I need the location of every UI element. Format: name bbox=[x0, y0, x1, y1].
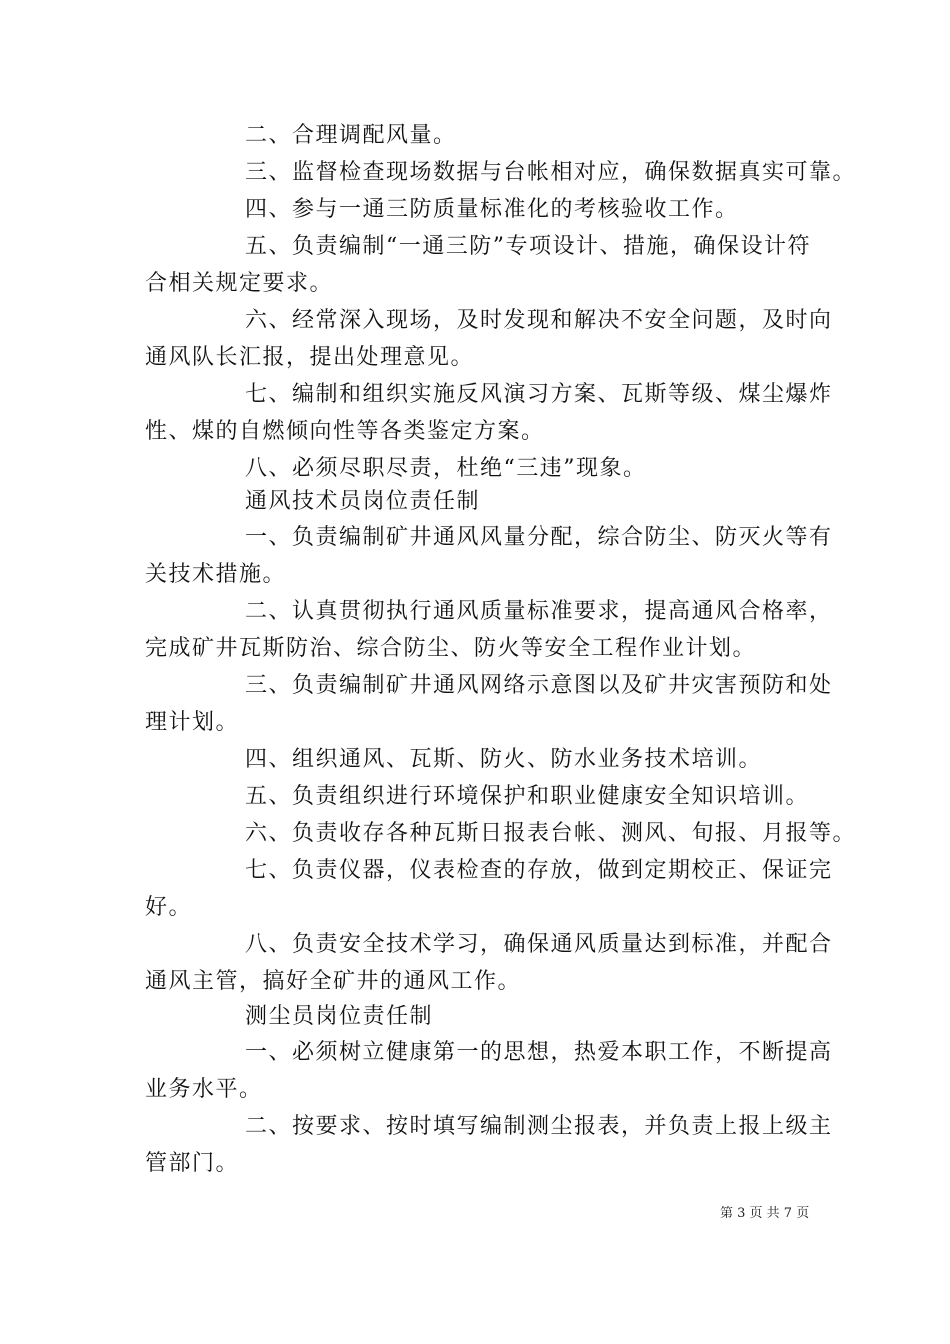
text-line: 五、负责编制“一通三防”专项设计、措施，确保设计符 bbox=[245, 234, 811, 259]
text-line: 七、负责仪器，仪表检查的存放，做到定期校正、保证完 bbox=[245, 858, 833, 883]
text-line: 六、经常深入现场，及时发现和解决不安全问题，及时向 bbox=[245, 308, 833, 333]
text-line: 业务水平。 bbox=[145, 1077, 263, 1102]
text-line: 六、负责收存各种瓦斯日报表台帐、测风、旬报、月报等。 bbox=[245, 821, 857, 846]
text-line: 四、参与一通三防质量标准化的考核验收工作。 bbox=[245, 197, 739, 222]
text-line: 八、必须尽职尽责，杜绝“三违”现象。 bbox=[245, 456, 647, 481]
text-line: 一、负责编制矿井通风风量分配，综合防尘、防灭火等有 bbox=[245, 525, 833, 550]
text-line: 好。 bbox=[145, 895, 193, 920]
text-line: 关技术措施。 bbox=[145, 562, 287, 587]
text-line: 三、负责编制矿井通风网络示意图以及矿井灾害预防和处 bbox=[245, 673, 833, 698]
text-line: 二、认真贯彻执行通风质量标准要求，提高通风合格率， bbox=[245, 599, 833, 624]
text-line: 性、煤的自燃倾向性等各类鉴定方案。 bbox=[145, 419, 545, 444]
text-line: 四、组织通风、瓦斯、防火、防水业务技术培训。 bbox=[245, 747, 763, 772]
text-line: 完成矿井瓦斯防治、综合防尘、防火等安全工程作业计划。 bbox=[145, 636, 757, 661]
text-line: 一、必须树立健康第一的思想，热爱本职工作，不断提高 bbox=[245, 1040, 833, 1065]
text-line: 二、合理调配风量。 bbox=[245, 123, 457, 148]
text-line: 合相关规定要求。 bbox=[145, 271, 334, 296]
page-number: 第 3 页 共 7 页 bbox=[720, 1206, 810, 1221]
section-heading: 通风技术员岗位责任制 bbox=[245, 489, 481, 514]
text-line: 通风主管，搞好全矿井的通风工作。 bbox=[145, 969, 522, 994]
text-line: 二、按要求、按时填写编制测尘报表，并负责上报上级主 bbox=[245, 1114, 833, 1139]
text-line: 理计划。 bbox=[145, 710, 240, 735]
section-heading: 测尘员岗位责任制 bbox=[245, 1004, 434, 1029]
text-line: 五、负责组织进行环境保护和职业健康安全知识培训。 bbox=[245, 784, 810, 809]
text-line: 通风队长汇报，提出处理意见。 bbox=[145, 345, 475, 370]
text-line: 管部门。 bbox=[145, 1151, 240, 1176]
text-line: 八、负责安全技术学习，确保通风质量达到标准，并配合 bbox=[245, 932, 833, 957]
text-line: 三、监督检查现场数据与台帐相对应，确保数据真实可靠。 bbox=[245, 160, 857, 185]
text-line: 七、编制和组织实施反风演习方案、瓦斯等级、煤尘爆炸 bbox=[245, 382, 833, 407]
